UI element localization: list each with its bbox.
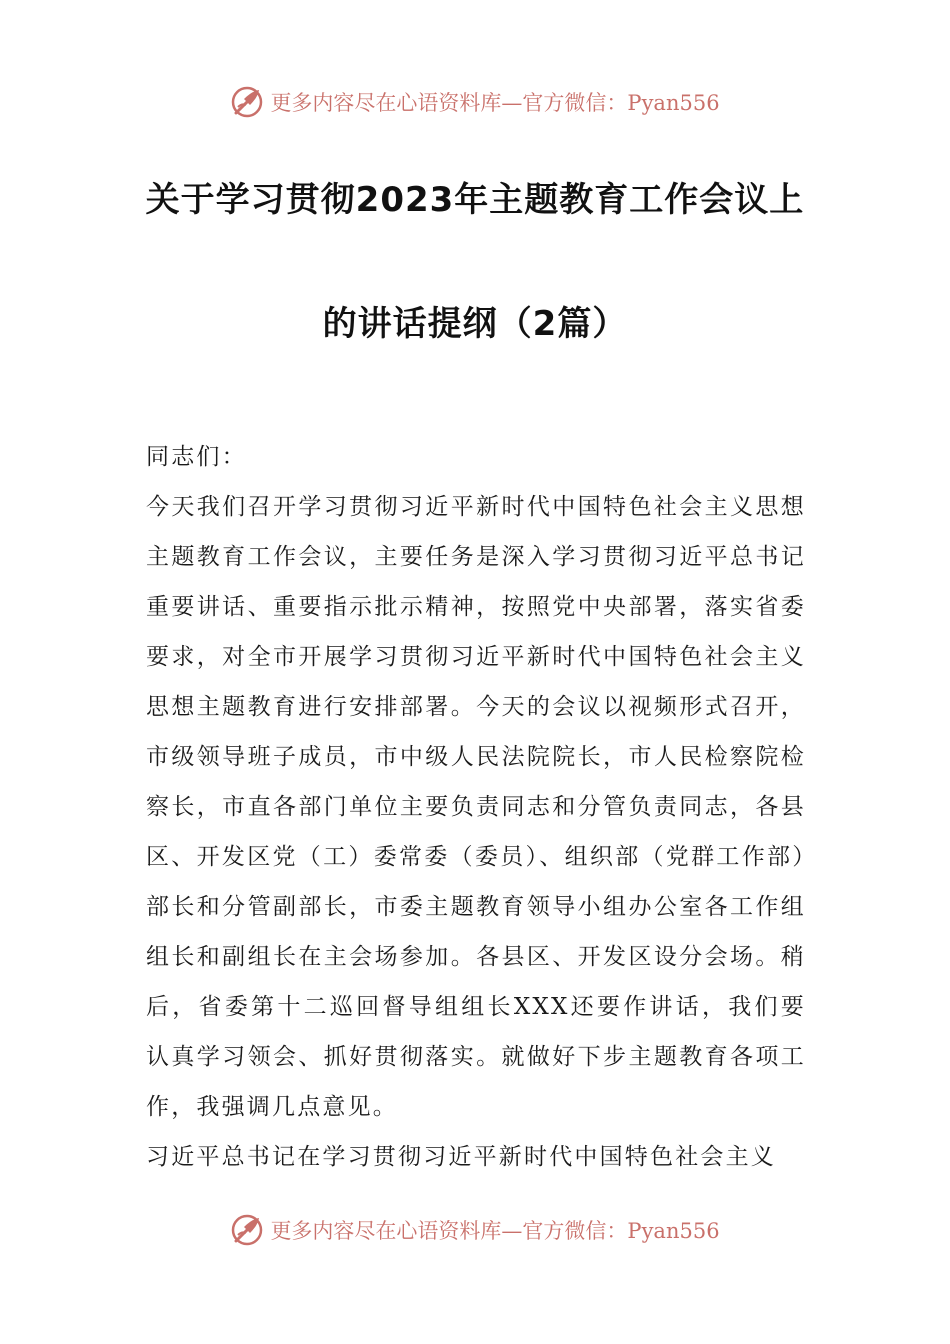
footer-banner-text: 更多内容尽在心语资料库—官方微信：Pyan556 bbox=[270, 1219, 720, 1243]
body-paragraph-1: 今天我们召开学习贯彻习近平新时代中国特色社会主义思想主题教育工作会议，主要任务是深入学习贯彻习近平总书记重要讲话、重要指示批示精神，按照党中央部署，落实省委要求，对全市开展学习贯彻习近平新时代中国特色社会主义思想主题教育进行安排部署。今天的会议以视频形式召开，市级领导班子成员，市中级人民法院院长，市人民检察院检察长，市直各部门单位主要负责同志和分管负责同志，各县区、开发区党（工）委常委（委员）、组织部（党群工作部）部长和分管副部长，市委主题教育领导小组办公室各工作组组长和副组长在主会场参加。各县区、开发区设分会场。稍后，省委第十二巡回督导组组长XXX还要作讲话，我们要认真学习领会、抓好贯彻落实。就做好下步主题教育各项工作，我强调几点意见。 bbox=[146, 494, 806, 1120]
header-banner-text: 更多内容尽在心语资料库—官方微信：Pyan556 bbox=[270, 91, 720, 115]
header-banner bbox=[0, 82, 950, 122]
document-body bbox=[146, 432, 806, 1182]
document-title-line-1: 关于学习贯彻2023年主题教育工作会议上 bbox=[145, 180, 805, 220]
document-title-line-2: 的讲话提纲（2篇） bbox=[322, 304, 628, 344]
quill-logo-icon bbox=[230, 1213, 264, 1247]
salutation: 同志们： bbox=[146, 444, 247, 470]
quill-logo-icon bbox=[230, 85, 264, 119]
body-paragraph-2: 习近平总书记在学习贯彻习近平新时代中国特色社会主义 bbox=[146, 1144, 776, 1170]
footer-banner bbox=[0, 1210, 950, 1250]
